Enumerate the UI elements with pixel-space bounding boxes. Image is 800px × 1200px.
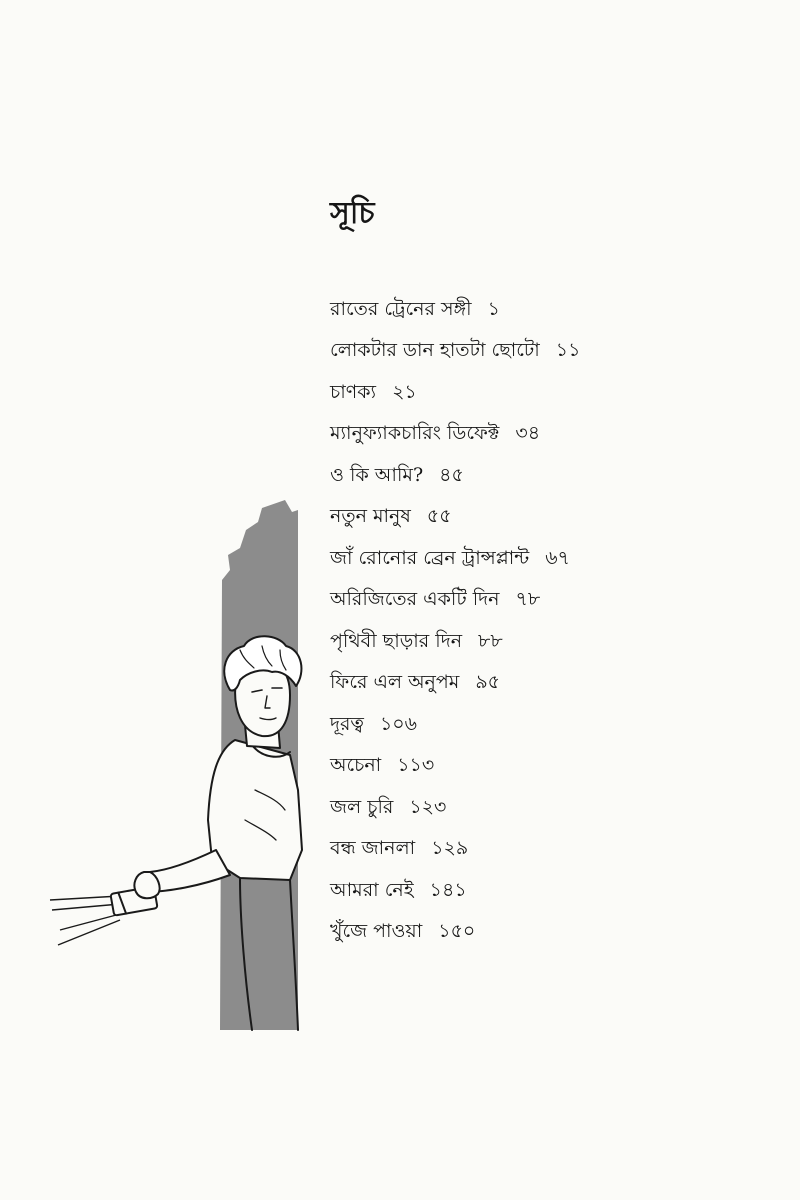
toc-entry[interactable] bbox=[330, 913, 580, 955]
toc-entry-title: খুঁজে পাওয়া bbox=[330, 920, 423, 943]
toc-entry-page: ৬৭ bbox=[545, 546, 570, 569]
page-title: সূচি bbox=[330, 196, 375, 231]
toc-entry[interactable] bbox=[330, 747, 580, 789]
toc-entry-page: ৯৫ bbox=[475, 671, 501, 694]
toc-entry-page: ৮৮ bbox=[478, 629, 503, 652]
toc-entry[interactable] bbox=[330, 788, 580, 830]
toc-entry-title: জল চুরি bbox=[330, 795, 394, 818]
toc-entry[interactable] bbox=[330, 705, 580, 747]
toc-entry-title: অরিজিতের একটি দিন bbox=[330, 588, 500, 611]
toc-entry[interactable] bbox=[330, 373, 580, 415]
toc-entry-page: ৪৫ bbox=[439, 463, 464, 486]
toc-entry-title: ও কি আমি? bbox=[330, 463, 424, 486]
toc-entry-title: বন্ধ জানলা bbox=[330, 837, 416, 860]
toc-entry-title: ম্যানুফ্যাকচারিং ডিফেক্ট bbox=[330, 422, 500, 445]
toc-entry-page: ১১৩ bbox=[397, 754, 435, 777]
toc-entry[interactable] bbox=[330, 830, 580, 872]
toc-entry-title: জাঁ রোনোর ব্রেন ট্রান্সপ্লান্ট bbox=[330, 546, 530, 569]
toc-entry-page: ১১ bbox=[555, 339, 581, 362]
toc-entry-page: ১২৯ bbox=[431, 837, 469, 860]
toc-entry-page: ১০৬ bbox=[379, 712, 417, 735]
table-of-contents bbox=[330, 290, 580, 954]
toc-entry[interactable] bbox=[330, 456, 580, 498]
toc-entry[interactable] bbox=[330, 539, 580, 581]
toc-entry-title: আমরা নেই bbox=[330, 878, 414, 901]
toc-entry-page: ২১ bbox=[392, 380, 417, 403]
boy-with-flashlight-icon bbox=[40, 500, 320, 1040]
toc-entry-title: দূরত্ব bbox=[330, 712, 364, 735]
toc-entry-page: ১৪১ bbox=[429, 878, 467, 901]
toc-entry-page: ১ bbox=[487, 297, 500, 320]
toc-entry[interactable] bbox=[330, 332, 580, 374]
toc-entry-title: রাতের ট্রেনের সঙ্গী bbox=[330, 297, 472, 320]
toc-entry-title: চাণক্য bbox=[330, 380, 377, 403]
toc-entry[interactable] bbox=[330, 871, 580, 913]
toc-entry-title: পৃথিবী ছাড়ার দিন bbox=[330, 629, 463, 652]
toc-entry-title: ফিরে এল অনুপম bbox=[330, 671, 460, 694]
toc-entry-title: অচেনা bbox=[330, 754, 382, 777]
toc-entry[interactable] bbox=[330, 290, 580, 332]
toc-entry-page: ১২৩ bbox=[409, 795, 447, 818]
toc-entry[interactable] bbox=[330, 622, 580, 664]
toc-entry-page: ৫৫ bbox=[426, 505, 452, 528]
toc-entry[interactable] bbox=[330, 498, 580, 540]
toc-entry[interactable] bbox=[330, 664, 580, 706]
toc-entry[interactable] bbox=[330, 581, 580, 623]
toc-entry-page: ১৫০ bbox=[438, 920, 476, 943]
toc-entry-page: ৩৪ bbox=[515, 422, 541, 445]
toc-entry[interactable] bbox=[330, 415, 580, 457]
toc-entry-title: লোকটার ডান হাতটা ছোটো bbox=[330, 339, 540, 362]
toc-entry-page: ৭৮ bbox=[515, 588, 541, 611]
toc-entry-title: নতুন মানুষ bbox=[330, 505, 411, 528]
